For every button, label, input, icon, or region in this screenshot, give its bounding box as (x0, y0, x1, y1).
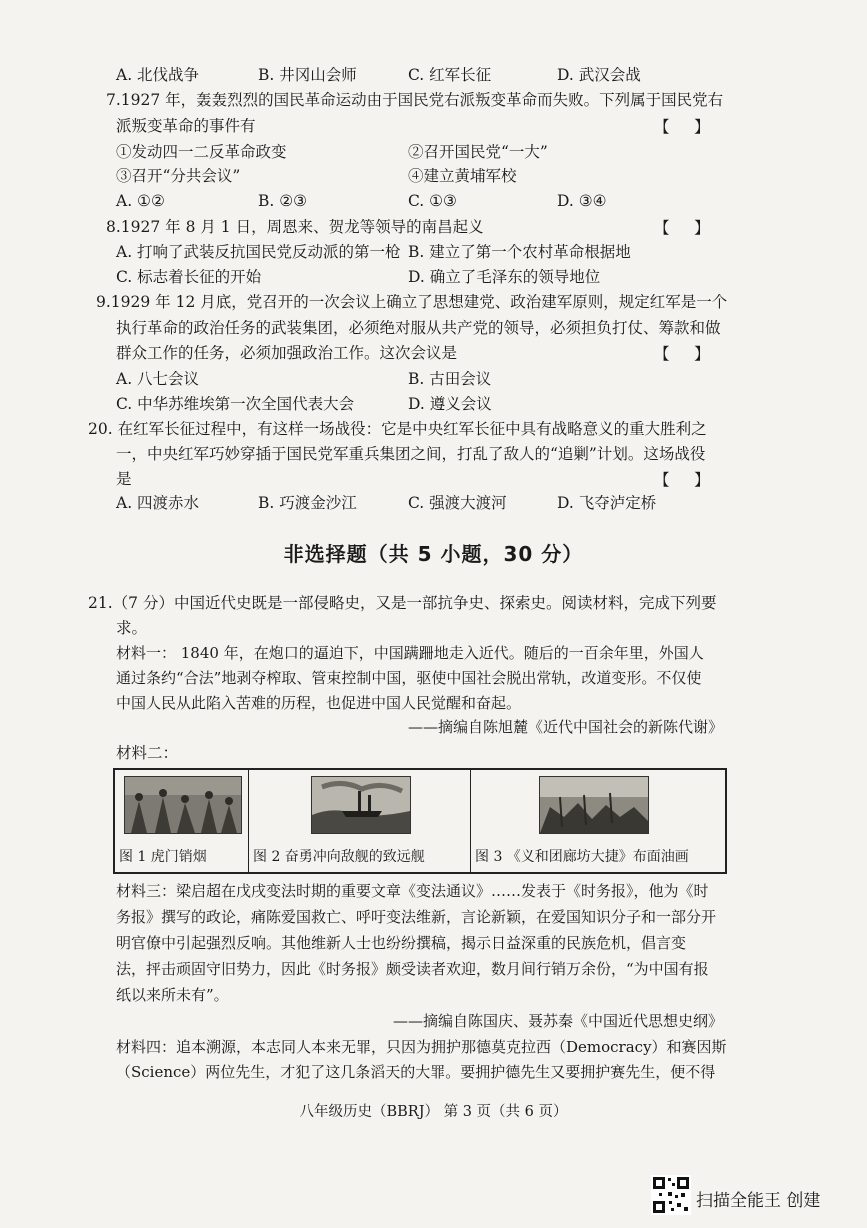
q7-option-d: D. ③④ (557, 192, 607, 210)
q9-option-b: B. 古田会议 (408, 370, 492, 388)
q7-option-b: B. ②③ (258, 192, 308, 210)
material-3-source: ——摘编自陈国庆、聂苏秦《中国近代思想史纲》 (392, 1012, 723, 1030)
figure-1-cell (115, 770, 249, 872)
q10-stem-line3: 是 (116, 470, 132, 488)
q8-option-b: B. 建立了第一个农村革命根据地 (408, 243, 631, 261)
figure-2-image (311, 776, 411, 834)
q7-item-4: ④建立黄埔军校 (408, 167, 517, 185)
page-footer: 八年级历史（BBRJ） 第 3 页（共 6 页） (299, 1104, 568, 1120)
q10-option-a: A. 四渡赤水 (116, 494, 200, 512)
q10-option-b: B. 巧渡金沙江 (258, 494, 357, 512)
q7-item-3: ③召开“分共会议” (116, 167, 241, 185)
q8-answer-bracket: 【 】 (654, 219, 710, 237)
q10-stem-line2: 一，中央红军巧妙穿插于国民党军重兵集团之间，打乱了敌人的“追剿”计划。这场战役 (116, 445, 706, 463)
q9-stem-line3: 群众工作的任务，必须加强政治工作。这次会议是 (116, 344, 458, 362)
material-3-line4: 法，抨击顽固守旧势力，因此《时务报》颇受读者欢迎，数月间行销万余份，“为中国有报 (116, 960, 709, 978)
figure-3-caption: 图 3 《义和团廊坊大捷》布面油画 (475, 849, 689, 865)
material-4-line1: 材料四：追本溯源，本志同人本来无罪，只因为拥护那德莫克拉西（Democracy）和赛因斯 (116, 1038, 727, 1056)
material-3-line5: 纸以来所未有”。 (116, 986, 229, 1004)
material-3-line3: 明官僚中引起强烈反响。其他维新人士也纷纷撰稿，揭示日益深重的民族危机，倡言变 (116, 934, 687, 952)
q10-stem-line1: 20. 在红军长征过程中，有这样一场战役：它是中央红军长征中具有战略意义的重大胜利之 (88, 420, 707, 438)
figure-3-cell (471, 770, 725, 872)
figure-3-image (539, 776, 649, 834)
scanner-watermark: 扫描全能王 创建 (696, 1191, 821, 1211)
q8-stem: 8.1927 年 8 月 1 日，周恩来、贺龙等领导的南昌起义 (106, 218, 484, 236)
q21-stem-line2: 求。 (116, 619, 148, 637)
section-title: 非选择题（共 5 小题，30 分） (283, 542, 584, 566)
material-1-line2: 通过条约“合法”地剥夺榨取、管束控制中国，驱使中国社会脱出常轨，改道变形。不仅使 (116, 669, 702, 687)
q7-stem-line2: 派叛变革命的事件有 (116, 117, 256, 135)
material-3-line2: 务报》撰写的政论，痛陈爱国救亡、呼吁变法维新，言论新颖，在爱国知识分子和一部分开 (116, 908, 717, 926)
q8-option-c: C. 标志着长征的开始 (116, 268, 262, 286)
material-1-source: ——摘编自陈旭麓《近代中国社会的新陈代谢》 (407, 718, 723, 736)
q6-option-b: B. 井冈山会师 (258, 66, 357, 84)
q7-option-a: A. ①② (116, 192, 165, 210)
q9-option-d: D. 遵义会议 (408, 395, 492, 413)
q6-option-c: C. 红军长征 (408, 66, 492, 84)
figure-1-caption: 图 1 虎门销烟 (119, 849, 207, 865)
material-1-line3: 中国人民从此陷入苦难的历程，也促进中国人民觉醒和奋起。 (116, 694, 522, 712)
figure-1-image (124, 776, 242, 834)
q21-stem-line1: 21.（7 分）中国近代史既是一部侵略史，又是一部抗争史、探索史。阅读材料，完成下列要 (88, 594, 717, 612)
q9-stem-line1: 9.1929 年 12 月底，党召开的一次会议上确立了思想建党、政治建军原则，规定红军是一个 (96, 293, 728, 311)
material-1-line1: 材料一： 1840 年，在炮口的逼迫下，中国蹒跚地走入近代。随后的一百余年里，外国人 (116, 644, 704, 662)
q7-item-2: ②召开国民党“一大” (408, 143, 548, 161)
material-4-line2: （Science）两位先生，才犯了这几条滔天的大罪。要拥护德先生又要拥护赛先生，便不得 (116, 1063, 716, 1081)
q9-answer-bracket: 【 】 (654, 345, 710, 363)
q7-item-1: ①发动四一二反革命政变 (116, 143, 287, 161)
figure-2-caption: 图 2 奋勇冲向敌舰的致远舰 (253, 849, 425, 865)
q9-option-a: A. 八七会议 (116, 370, 200, 388)
q10-option-c: C. 强渡大渡河 (408, 494, 507, 512)
q10-option-d: D. 飞夺泸定桥 (557, 494, 657, 512)
q6-option-a: A. 北伐战争 (116, 66, 200, 84)
material-2-label: 材料二： (116, 744, 179, 762)
material-3-line1: 材料三：梁启超在戊戌变法时期的重要文章《变法通议》……发表于《时务报》，他为《时 (116, 882, 709, 900)
figure-2-cell (249, 770, 471, 872)
q7-answer-bracket: 【 】 (654, 118, 710, 136)
q7-option-c: C. ①③ (408, 192, 457, 210)
q8-option-a: A. 打响了武装反抗国民党反动派的第一枪 (116, 243, 401, 261)
q7-stem-line1: 7.1927 年，轰轰烈烈的国民革命运动由于国民党右派叛变革命而失败。下列属于国民党右 (106, 91, 724, 109)
qr-code-icon (651, 1175, 691, 1215)
material-2-image-table (113, 768, 727, 874)
q10-answer-bracket: 【 】 (654, 471, 710, 489)
q8-option-d: D. 确立了毛泽东的领导地位 (408, 268, 601, 286)
q9-option-c: C. 中华苏维埃第一次全国代表大会 (116, 395, 355, 413)
q6-option-d: D. 武汉会战 (557, 66, 641, 84)
q9-stem-line2: 执行革命的政治任务的武装集团，必须绝对服从共产党的领导，必须担负打仗、筹款和做 (116, 319, 721, 337)
